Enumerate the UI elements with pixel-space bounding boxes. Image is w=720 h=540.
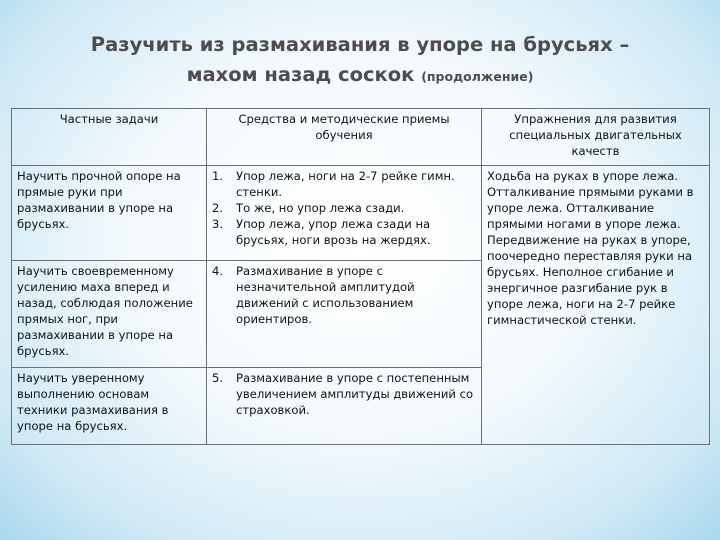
header-tasks: Частные задачи	[12, 109, 207, 166]
training-table	[11, 108, 710, 445]
means-text: Размахивание в упоре с незначительной амплитудой движений с использованием ориентиров.	[236, 264, 415, 326]
means-number: 2.	[212, 201, 224, 215]
task-cell: Научить прочной опоре на прямые руки при размахивании в упоре на брусьях.	[12, 166, 207, 261]
task-cell: Научить своевременному усилению маха вперед и назад, соблюдая положение прямых ног, при размахивании в упоре на брусьях.	[12, 261, 207, 368]
means-number: 3.	[212, 217, 224, 231]
header-exercises: Упражнения для развития специальных двигательных качеств	[482, 109, 710, 166]
means-item	[212, 370, 476, 418]
means-item	[212, 168, 476, 200]
title-suffix: (продолжение)	[421, 69, 534, 84]
means-item	[212, 216, 476, 248]
table-row	[12, 166, 710, 261]
means-number: 5.	[212, 371, 224, 385]
means-cell	[207, 368, 482, 445]
title-main-text: махом назад соскок	[186, 63, 415, 86]
means-item	[212, 200, 476, 216]
task-cell: Научить уверенному выполнению основам техники размахивания в упоре на брусьях.	[12, 368, 207, 445]
slide-title	[0, 30, 720, 92]
means-cell	[207, 261, 482, 368]
means-text: Размахивание в упоре с постепенным увеличением амплитуды движений со страховкой.	[236, 371, 474, 417]
title-line-2	[0, 60, 720, 92]
means-item	[212, 263, 476, 327]
means-number: 4.	[212, 264, 224, 278]
means-text: То же, но упор лежа сзади.	[236, 201, 405, 215]
means-text: Упор лежа, ноги на 2-7 рейке гимн. стенки.	[236, 169, 455, 199]
header-means: Средства и методические приемы обучения	[207, 109, 482, 166]
table-header-row	[12, 109, 710, 166]
means-number: 1.	[212, 169, 224, 183]
means-cell	[207, 166, 482, 261]
title-line-1: Разучить из размахивания в упоре на брусьях –	[90, 33, 630, 56]
exercises-cell: Ходьба на руках в упоре лежа. Отталкивание прямыми руками в упоре лежа. Отталкивание прямыми ногами в упоре лежа. Передвижение на руках в упоре, поочередно переставляя руки на брусьях. Неполное сгибание и энергичное разгибание рук в упоре лежа, ноги на 2-7 рейке гимнастической стенки.	[482, 166, 710, 445]
means-text: Упор лежа, упор лежа сзади на брусьях, ноги врозь на жердях.	[236, 217, 431, 247]
